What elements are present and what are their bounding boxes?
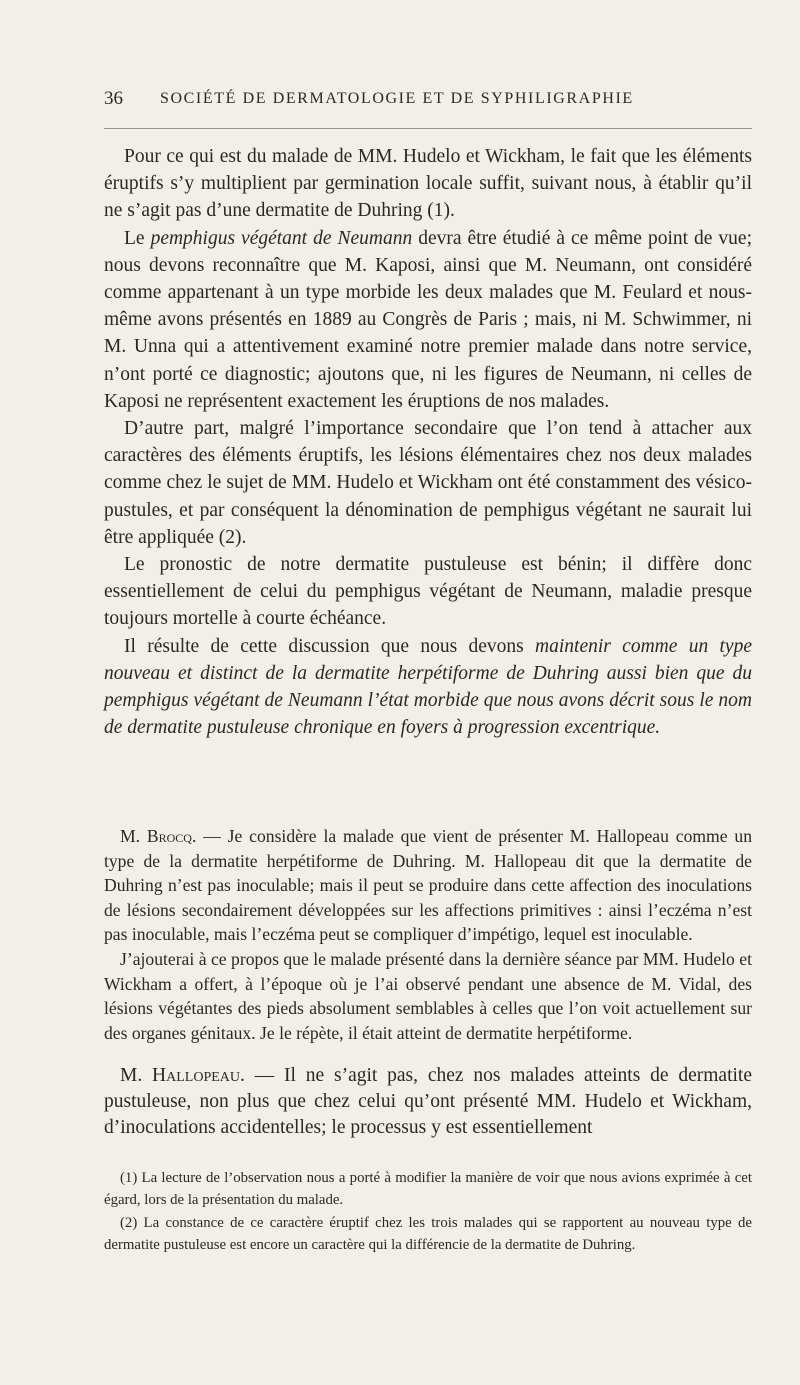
paragraph-2 [104, 225, 752, 415]
discussion-section [104, 824, 752, 1141]
main-text [104, 143, 752, 741]
running-title: SOCIÉTÉ DE DERMATOLOGIE ET DE SYPHILIGRAPHIE [160, 90, 634, 107]
brocq-text: — Je considère la malade que vient de présenter M. Hallopeau comme un type de la dermatite herpétiforme de Duhring. M. Hallopeau dit que la dermatite de Duhring n’est pas inoculable; mais il peut se produire dans cette affection des inoculations de lésions secondairement développées sur les affections primitives : ainsi l’eczéma n’est pas inoculable, mais l’eczéma peut se compliquer d’impétigo, lequel est inoculable. [104, 826, 752, 945]
footnote-2: (2) La constance de ce caractère éruptif chez les trois malades qui se rapportent au nouveau type de dermatite pustuleuse est encore un caractère qui la différencie de la dermatite de Duhring. [104, 1215, 752, 1253]
page-number: 36 [104, 88, 123, 109]
brocq-remark [104, 824, 752, 947]
paragraph-5-lead: Il résulte de cette discussion que nous devons [124, 635, 536, 657]
paragraph-1: Pour ce qui est du malade de MM. Hudelo et Wickham, le fait que les éléments éruptifs s’y multiplient par germination locale suffit, suivant nous, à établir qu’il ne s’agit pas d’une dermatite de Duhring (1). [104, 146, 752, 222]
paragraph-5 [104, 633, 752, 742]
hallopeau-speaker: M. Hallopeau. [120, 1065, 245, 1087]
footnote-1: (1) La lecture de l’observation nous a porté à modifier la manière de voir que nous avions exprimée à cet égard, lors de la présentation du malade. [104, 1170, 752, 1208]
paragraph-3: D’autre part, malgré l’importance secondaire que l’on tend à attacher aux caractères des éléments éruptifs, les lésions élémentaires chez nos deux malades comme chez le sujet de MM. Hudelo et Wickham ont été constamment des vésico-pustules, et par conséquent la dénomination de pemphigus végétant ne saurait lui être appliquée (2). [104, 418, 752, 548]
hallopeau-remark [104, 1063, 752, 1141]
footnotes [104, 1168, 752, 1258]
paragraph-2-italic: pemphigus végétant de Neumann [150, 227, 413, 249]
paragraph-4: Le pronostic de notre dermatite pustuleuse est bénin; il diffère donc essentiellement de celui du pemphigus végétant de Neumann, maladie presque toujours mortelle à courte échéance. [104, 554, 752, 630]
page-header [104, 88, 752, 122]
brocq-remark-2: J’ajouterai à ce propos que le malade présenté dans la dernière séance par MM. Hudelo et Wickham a offert, à l’époque où je l’ai observé pendant une absence de M. Vidal, des lésions végétantes des pieds absolument semblables à celles que l’on voit actuellement sur des organes génitaux. Je le répète, il était atteint de dermatite herpétiforme. [104, 948, 752, 1043]
brocq-speaker: M. Brocq. [120, 826, 197, 846]
header-rule [104, 128, 752, 129]
hallopeau-text: — Il ne s’agit pas, chez nos malades atteints de dermatite pustuleuse, non plus que chez celui qu’ont présenté MM. Hudelo et Wickham, d’inoculations accidentelles; le processus y est essentiellement [104, 1065, 752, 1139]
paragraph-2-rest: devra être étudié à ce même point de vue; nous devons reconnaître que M. Kaposi, ainsi que M. Neumann, ont considéré comme appartenant à un type morbide les deux malades que M. Feulard et nous-même avons présentés en 1889 au Congrès de Paris ; mais, ni M. Schwimmer, ni M. Unna qui a attentivement examiné notre premier malade dans notre service, n’ont porté ce diagnostic; ajoutons que, ni les figures de Neumann, ni celles de Kaposi ne représentent exactement les éruptions de nos malades. [104, 227, 752, 412]
paragraph-5-italic: maintenir comme un type nouveau et distinct de la dermatite herpétiforme de Duhring aussi bien que du pemphigus végétant de Neumann l’état morbide que nous avons décrit sous le nom de dermatite pustuleuse chronique en foyers à progression excentrique. [104, 635, 752, 739]
paragraph-2-lead: Le [124, 227, 151, 249]
